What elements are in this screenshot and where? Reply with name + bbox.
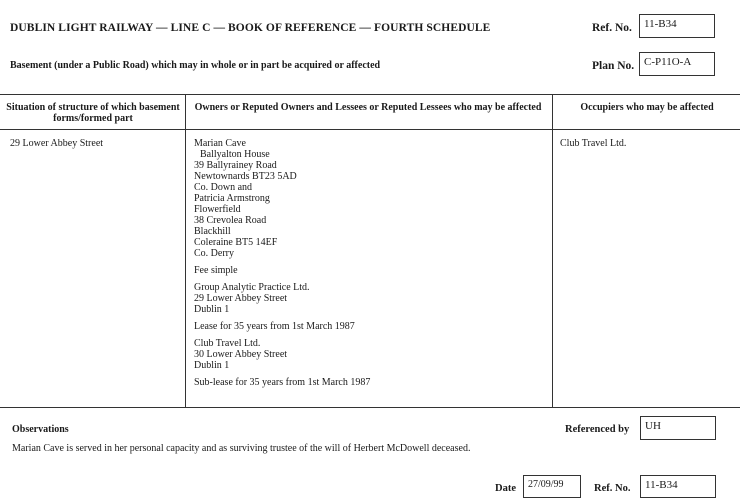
ref-no-field: 11-B34 [639, 14, 715, 38]
referenced-by-label: Referenced by [565, 424, 630, 435]
owner-line: 29 Lower Abbey Street [194, 293, 288, 304]
owner-line: Marian Cave [194, 138, 246, 149]
owner-line: Co. Down and [194, 182, 253, 193]
column-header-occupiers: Occupiers who may be affected [580, 102, 714, 113]
column-divider [552, 95, 553, 407]
owner-block-1 [194, 138, 544, 259]
document-title: DUBLIN LIGHT RAILWAY — LINE C — BOOK OF REFERENCE — FOURTH SCHEDULE [10, 22, 491, 34]
footer-ref-no-field: 11-B34 [640, 475, 716, 498]
date-field: 27/09/99 [523, 475, 581, 498]
referenced-by-field: UH [640, 416, 716, 440]
owner-line: Blackhill [194, 226, 231, 237]
document-subtitle: Basement (under a Public Road) which may in whole or in part be acquired or affected [10, 60, 381, 71]
situation-cell: 29 Lower Abbey Street [10, 138, 104, 149]
owner-line: Co. Derry [194, 248, 234, 259]
header-divider [0, 129, 740, 130]
owner-line: 39 Ballyrainey Road [194, 160, 277, 171]
owner-line: 38 Crevolea Road [194, 215, 267, 226]
reference-table [0, 94, 740, 408]
plan-no-field: C-P11O-A [639, 52, 715, 76]
owner-line: Flowerfield [194, 204, 241, 215]
owner-line: Ballyalton House [200, 149, 270, 160]
owner-block-5 [194, 338, 544, 371]
observations-label: Observations [12, 424, 69, 435]
owner-line: Dublin 1 [194, 360, 230, 371]
column-divider [185, 95, 186, 407]
observations-text: Marian Cave is served in her personal capacity and as surviving trustee of the will of Herbert McDowell deceased. [12, 443, 471, 454]
owner-line: Dublin 1 [194, 304, 230, 315]
owner-block-3 [194, 282, 544, 315]
column-header-owners: Owners or Reputed Owners and Lessees or Reputed Lessees who may be affected [194, 102, 542, 113]
plan-no-label: Plan No. [592, 60, 635, 72]
owner-line: Newtownards BT23 5AD [194, 171, 297, 182]
footer-ref-no-label: Ref. No. [594, 483, 631, 494]
date-label: Date [495, 483, 516, 494]
owner-line: Club Travel Ltd. [194, 338, 261, 349]
owner-line: Lease for 35 years from 1st March 1987 [194, 321, 355, 332]
owner-line: Sub-lease for 35 years from 1st March 1987 [194, 377, 371, 388]
owners-cell [194, 138, 544, 388]
owner-block-4 [194, 321, 544, 332]
owner-line: Group Analytic Practice Ltd. [194, 282, 310, 293]
owner-block-6 [194, 377, 544, 388]
owner-line: Fee simple [194, 265, 238, 276]
occupiers-cell: Club Travel Ltd. [560, 138, 627, 149]
owner-block-2 [194, 265, 544, 276]
owner-line: Coleraine BT5 14EF [194, 237, 278, 248]
column-header-situation: Situation of structure of which basement forms/formed part [6, 102, 180, 124]
owner-line: 30 Lower Abbey Street [194, 349, 288, 360]
owner-line: Patricia Armstrong [194, 193, 270, 204]
ref-no-label: Ref. No. [592, 22, 632, 34]
